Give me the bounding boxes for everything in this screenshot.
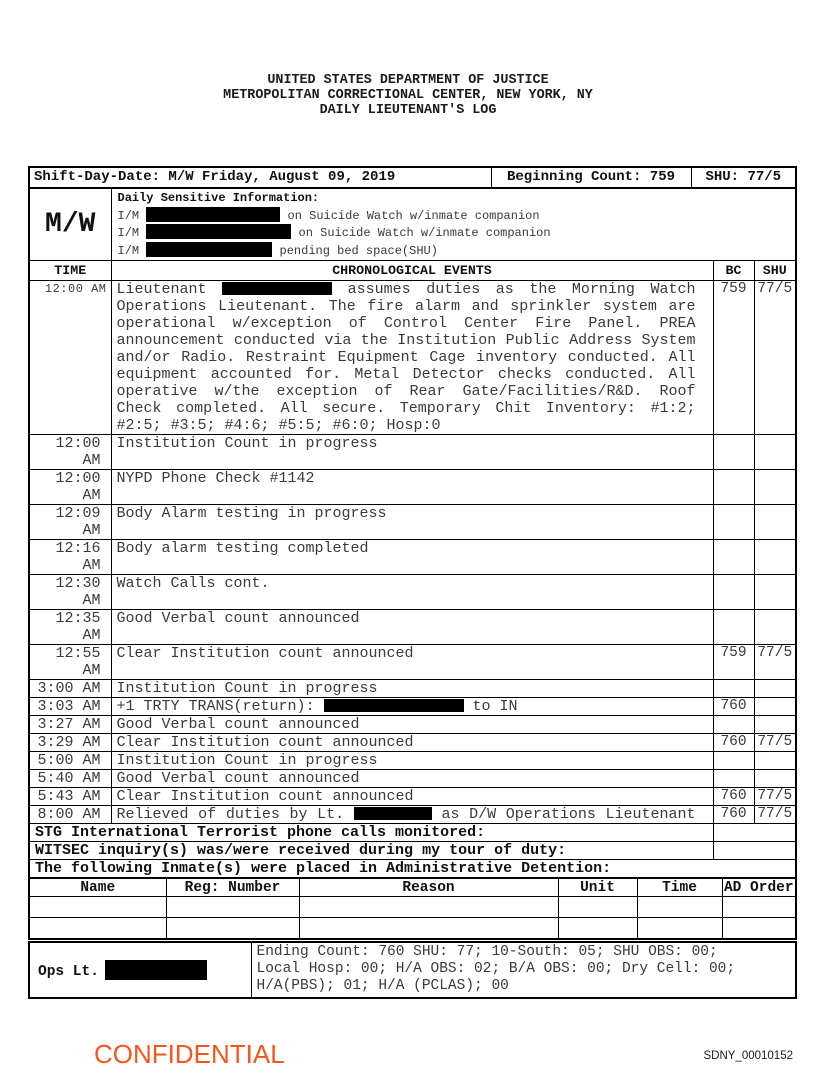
log-row: [29, 470, 796, 505]
ad-header-reason: Reason: [299, 878, 558, 897]
shu-cell: [754, 716, 796, 734]
events-cell: Body Alarm testing in progress: [111, 505, 713, 540]
ops-lt-label: Ops Lt.: [38, 964, 99, 981]
bc-cell: [713, 610, 754, 645]
ad-heading-row: [29, 860, 796, 879]
time-cell: 5:00 AM: [29, 752, 111, 770]
section-row: [29, 824, 796, 842]
log-row: [29, 505, 796, 540]
ops-redaction-bar: [105, 960, 207, 980]
shu-cell: 77/5: [754, 806, 796, 824]
bc-cell: [713, 716, 754, 734]
shu-count: SHU: 77/5: [691, 167, 796, 188]
col-header-time: TIME: [29, 261, 111, 281]
sensitive-info-cell: [111, 188, 796, 261]
shu-cell: [754, 680, 796, 698]
time-cell: 5:43 AM: [29, 788, 111, 806]
log-row: [29, 788, 796, 806]
sensitive-info-row: [29, 188, 796, 261]
log-row: [29, 770, 796, 788]
section-empty-cell: [713, 842, 796, 860]
log-row: [29, 698, 796, 716]
col-header-events: CHRONOLOGICAL EVENTS: [111, 261, 713, 281]
shift-day-date: Shift-Day-Date: M/W Friday, August 09, 2019: [29, 167, 491, 188]
shu-cell: [754, 540, 796, 575]
title-line-3: DAILY LIEUTENANT'S LOG: [319, 103, 497, 118]
shu-cell: [754, 770, 796, 788]
events-cell: Lieutenant assumes duties as the Morning Watch Operations Lieutenant. The fire alarm and sprinkler system are operational w/exception of Control Center Fire Panel. PREA announcement conducted via the Institution Public Address System and/or Radio. Restraint Equipment Cage inventory conducted. All equipment accounted for. Metal Detector checks conducted. All operative w/the exception of Rear Gate/Facilities/R&D. Roof Check completed. All secure. Temporary Chit Inventory: #1:2; #2:5; #3:5; #4:6; #5:5; #6:0; Hosp:0: [111, 281, 713, 435]
ad-header-row: [29, 878, 796, 897]
log-row: [29, 435, 796, 470]
log-form: [28, 166, 795, 999]
time-cell: 3:03 AM: [29, 698, 111, 716]
bc-cell: [713, 575, 754, 610]
ad-cell: [166, 918, 299, 940]
col-header-shu: SHU: [754, 261, 796, 281]
col-header-bc: BC: [713, 261, 754, 281]
events-cell: Watch Calls cont.: [111, 575, 713, 610]
log-row: [29, 281, 796, 435]
ad-cell: [558, 897, 637, 918]
events-cell: Institution Count in progress: [111, 435, 713, 470]
events-cell: Clear Institution count announced: [111, 645, 713, 680]
bc-cell: [713, 680, 754, 698]
events-cell: Clear Institution count announced: [111, 734, 713, 752]
ad-cell: [166, 897, 299, 918]
ad-header-time: Time: [637, 878, 722, 897]
section-label-cell: STG International Terrorist phone calls monitored:: [29, 824, 713, 842]
time-cell: 3:27 AM: [29, 716, 111, 734]
events-cell: Body alarm testing completed: [111, 540, 713, 575]
bc-cell: 760: [713, 806, 754, 824]
time-cell: 12:55 AM: [29, 645, 111, 680]
time-cell: 5:40 AM: [29, 770, 111, 788]
column-header-row: [29, 261, 796, 281]
events-cell: Institution Count in progress: [111, 752, 713, 770]
sensitive-info-line: I/M pending bed space(SHU): [117, 243, 438, 258]
bc-cell: 760: [713, 734, 754, 752]
redaction-bar: [324, 699, 464, 712]
redaction-bar: [146, 242, 272, 257]
log-table-body: [29, 281, 796, 879]
ending-count-line: H/A(PBS); 01; H/A (PCLAS); 00: [256, 978, 509, 995]
time-cell: 12:00 AM: [29, 435, 111, 470]
log-row: [29, 610, 796, 645]
events-cell: Good Verbal count announced: [111, 610, 713, 645]
ending-count-line: Local Hosp: 00; H/A OBS: 02; B/A OBS: 00; Dry Cell: 00;: [256, 961, 736, 978]
bc-cell: [713, 470, 754, 505]
log-row: [29, 680, 796, 698]
shu-cell: [754, 698, 796, 716]
shu-cell: [754, 752, 796, 770]
ad-cell: [722, 897, 796, 918]
time-cell: 12:35 AM: [29, 610, 111, 645]
ad-cell: [299, 918, 558, 940]
ops-lt-cell: [29, 942, 251, 998]
log-row: [29, 575, 796, 610]
sensitive-info-line: I/M on Suicide Watch w/inmate companion: [117, 226, 551, 241]
beginning-count: Beginning Count: 759: [491, 167, 691, 188]
ending-count-summary: [251, 942, 796, 998]
ending-count-line: Ending Count: 760 SHU: 77; 10-South: 05; SHU OBS: 00;: [256, 944, 718, 961]
sensitive-info-lines: [118, 207, 792, 260]
ad-row: [29, 918, 796, 940]
ops-summary-table: [28, 941, 797, 999]
bc-cell: [713, 770, 754, 788]
events-cell: Clear Institution count announced: [111, 788, 713, 806]
events-cell: Relieved of duties by Lt. as D/W Operations Lieutenant: [111, 806, 713, 824]
shu-cell: [754, 575, 796, 610]
events-cell: Good Verbal count announced: [111, 770, 713, 788]
sensitive-info-heading: Daily Sensitive Information:: [117, 191, 320, 205]
redaction-bar: [354, 807, 432, 820]
log-row: [29, 806, 796, 824]
redaction-bar: [146, 224, 291, 239]
time-cell: 12:00 AM: [29, 281, 111, 435]
log-row: [29, 716, 796, 734]
shift-header-table: [28, 166, 797, 189]
document-title: [0, 73, 816, 118]
ad-cell: [29, 897, 166, 918]
shift-code: M/W: [29, 188, 111, 261]
title-line-1: UNITED STATES DEPARTMENT OF JUSTICE: [267, 73, 549, 88]
log-row: [29, 645, 796, 680]
ad-cell: [637, 897, 722, 918]
sensitive-info-line: I/M on Suicide Watch w/inmate companion: [117, 208, 540, 223]
chronological-events-table: [28, 187, 797, 879]
log-row: [29, 734, 796, 752]
log-row: [29, 540, 796, 575]
shu-cell: [754, 470, 796, 505]
ad-cell: [29, 918, 166, 940]
ad-header-reg-number: Reg: Number: [166, 878, 299, 897]
ops-summary-row: [29, 942, 796, 998]
events-cell: Institution Count in progress: [111, 680, 713, 698]
bc-cell: 759: [713, 645, 754, 680]
section-row: [29, 842, 796, 860]
redaction-bar: [222, 282, 332, 295]
shu-cell: [754, 610, 796, 645]
ad-heading-cell: The following Inmate(s) were placed in Administrative Detention:: [29, 860, 796, 879]
events-cell: Good Verbal count announced: [111, 716, 713, 734]
events-cell: NYPD Phone Check #1142: [111, 470, 713, 505]
time-cell: 12:16 AM: [29, 540, 111, 575]
time-cell: 3:00 AM: [29, 680, 111, 698]
time-cell: 12:09 AM: [29, 505, 111, 540]
shu-cell: 77/5: [754, 788, 796, 806]
admin-detention-table: [28, 877, 797, 940]
ad-header-unit: Unit: [558, 878, 637, 897]
title-line-2: METROPOLITAN CORRECTIONAL CENTER, NEW YORK, NY: [223, 88, 593, 103]
shift-header-row: [29, 167, 796, 188]
time-cell: 12:30 AM: [29, 575, 111, 610]
ad-cell: [637, 918, 722, 940]
log-row: [29, 752, 796, 770]
time-cell: 12:00 AM: [29, 470, 111, 505]
shu-cell: 77/5: [754, 645, 796, 680]
time-cell: 8:00 AM: [29, 806, 111, 824]
shu-cell: [754, 505, 796, 540]
section-label-cell: WITSEC inquiry(s) was/were received during my tour of duty:: [29, 842, 713, 860]
bc-cell: [713, 505, 754, 540]
ad-row: [29, 897, 796, 918]
ad-header-ad-order: AD Order: [722, 878, 796, 897]
ad-cell: [299, 897, 558, 918]
ad-cell: [722, 918, 796, 940]
bc-cell: [713, 435, 754, 470]
ad-table-body: [29, 897, 796, 940]
shu-cell: 77/5: [754, 734, 796, 752]
bc-cell: 760: [713, 698, 754, 716]
shu-cell: [754, 435, 796, 470]
section-empty-cell: [713, 824, 796, 842]
bc-cell: [713, 540, 754, 575]
events-cell: +1 TRTY TRANS(return): to IN: [111, 698, 713, 716]
time-cell: 3:29 AM: [29, 734, 111, 752]
bates-number: SDNY_00010152: [703, 1050, 793, 1062]
ad-cell: [558, 918, 637, 940]
confidential-stamp: CONFIDENTIAL: [94, 1039, 285, 1069]
bc-cell: [713, 752, 754, 770]
bc-cell: 759: [713, 281, 754, 435]
redaction-bar: [146, 207, 280, 222]
shu-cell: 77/5: [754, 281, 796, 435]
bc-cell: 760: [713, 788, 754, 806]
ad-header-name: Name: [29, 878, 166, 897]
